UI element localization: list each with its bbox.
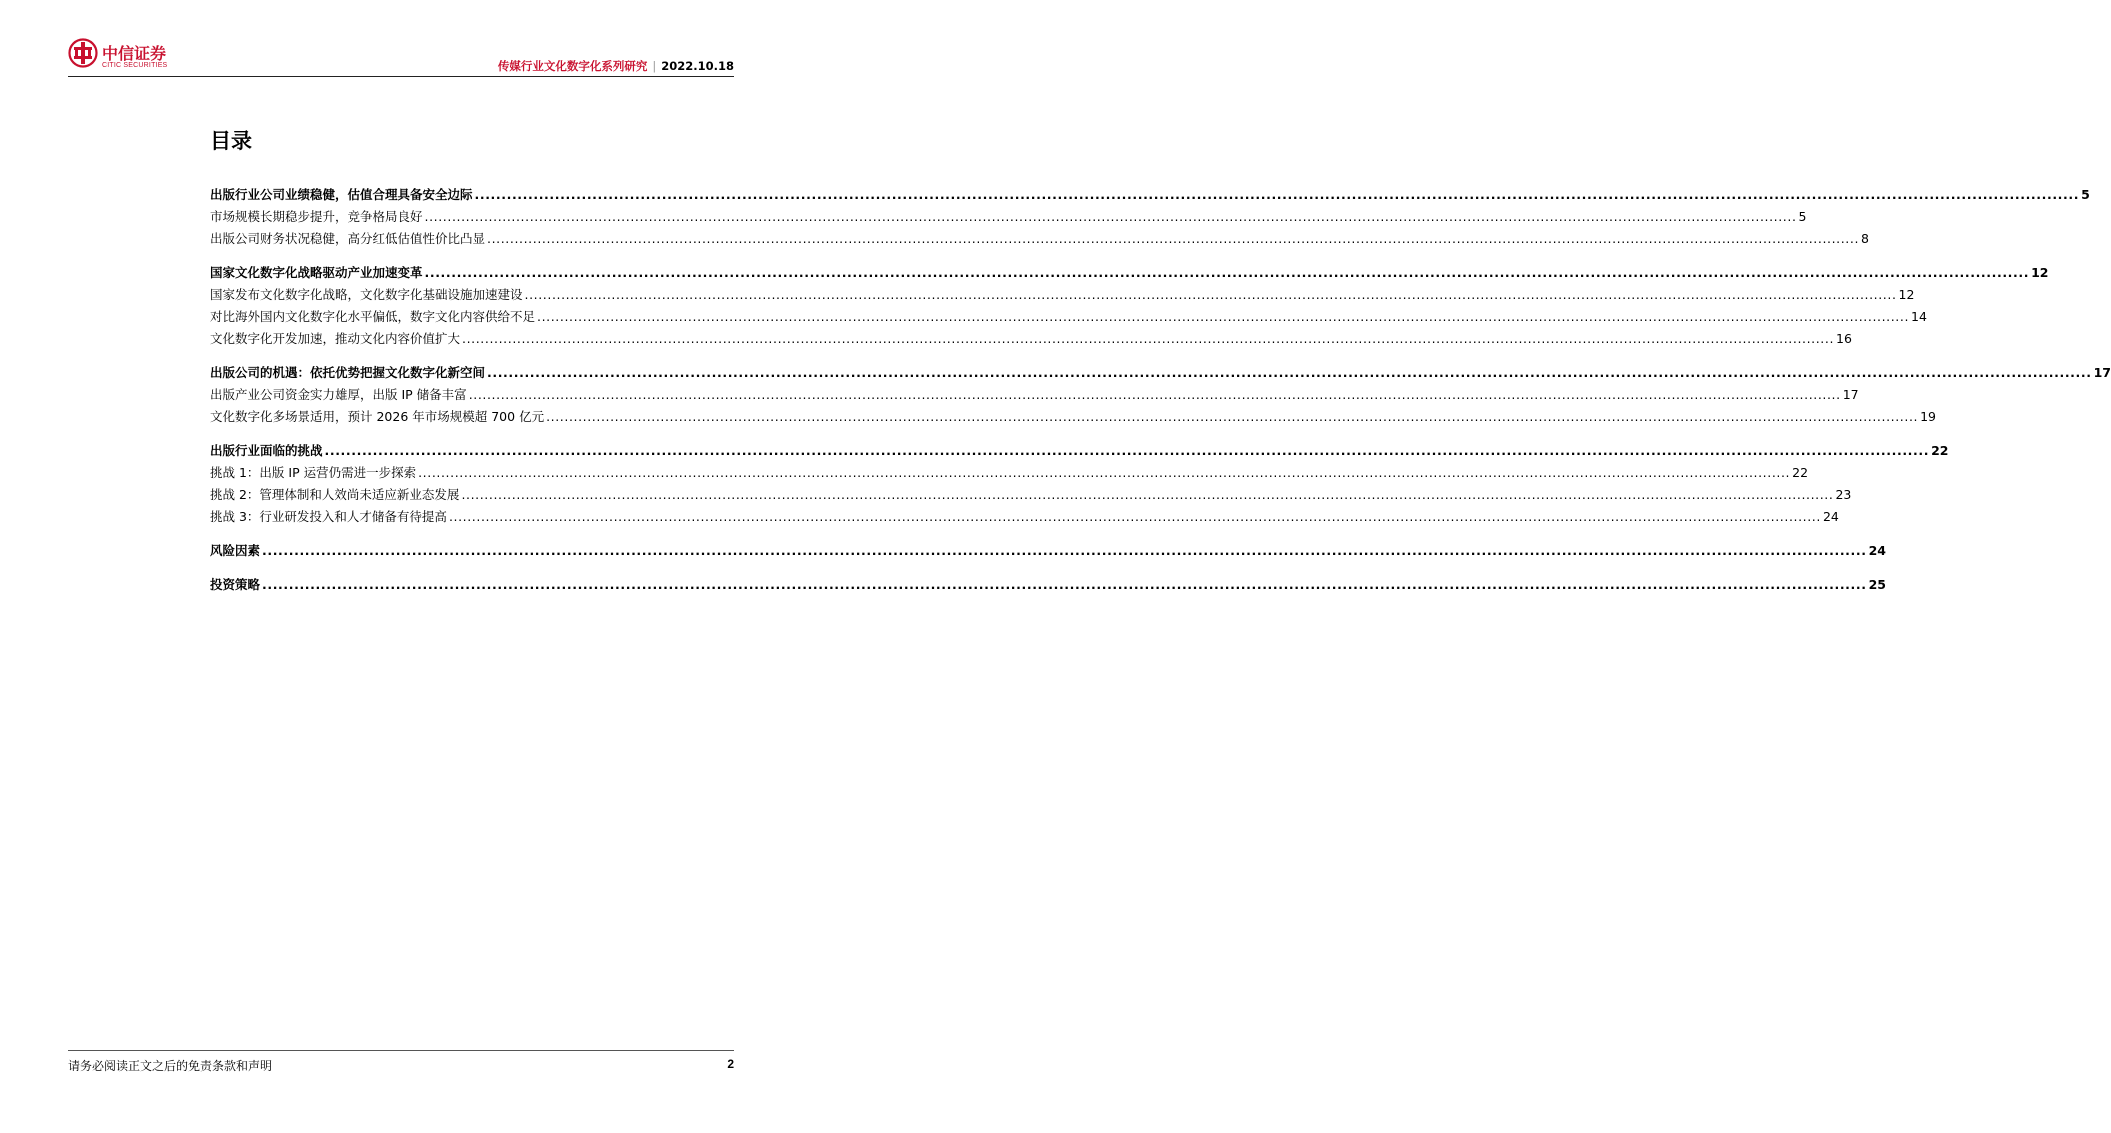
toc-leader-dots: ............................................................................................................................................................................................................................................................................................................ [418,465,1791,480]
toc-entry-title: 风险因素 [210,543,261,558]
toc-leader-dots: ............................................................................................................................................................................................................................................................................................................ [262,577,1867,592]
toc-leader-dots: ............................................................................................................................................................................................................................................................................................................ [424,209,1797,224]
toc-entry-page: 22 [1931,443,1949,458]
toc-leader-dots: ............................................................................................................................................................................................................................................................................................................ [524,287,1897,302]
toc-leader-dots: ............................................................................................................................................................................................................................................................................................................ [424,265,2030,280]
toc-entry-title: 国家发布文化数字化战略，文化数字化基础设施加速建设 [210,287,523,302]
toc-entry-title: 出版行业面临的挑战 [210,443,323,458]
toc-item[interactable] [210,285,1915,307]
toc-entry-page: 25 [1868,577,1886,592]
report-title: 传媒行业文化数字化系列研究 [497,59,648,73]
toc-section[interactable] [210,185,2090,207]
toc-entry-page: 14 [1911,309,1927,324]
toc-entry-title: 市场规模长期稳步提升，竞争格局良好 [210,209,423,224]
toc-entry-title: 挑战 3：行业研发投入和人才储备有待提高 [210,509,447,524]
toc-item[interactable] [210,507,1839,529]
toc-spacer [210,251,735,263]
toc-leader-dots: ............................................................................................................................................................................................................................................................................................................ [462,331,1835,346]
header-report-info [498,58,734,74]
page-header [68,38,734,76]
toc-entry-page: 5 [1798,209,1807,224]
toc-leader-dots: ............................................................................................................................................................................................................................................................................................................ [487,365,2092,380]
footer-divider [68,1050,734,1051]
logo-text-en: CITIC SECURITIES [102,62,168,69]
toc-entry-title: 国家文化数字化战略驱动产业加速变革 [210,265,423,280]
toc-leader-dots: ............................................................................................................................................................................................................................................................................................................ [474,187,2080,202]
toc-leader-dots: ............................................................................................................................................................................................................................................................................................................ [468,387,1841,402]
toc-entry-page: 24 [1868,543,1886,558]
toc-entry-title: 挑战 1：出版 IP 运营仍需进一步探索 [210,465,417,480]
toc-section[interactable] [210,263,2049,285]
header-divider [68,76,734,77]
toc-entry-page: 23 [1835,487,1852,502]
toc-item[interactable] [210,229,1869,251]
toc-entry-page: 5 [2081,187,2090,202]
toc-item[interactable] [210,307,1927,329]
toc-leader-dots: ............................................................................................................................................................................................................................................................................................................ [324,443,1930,458]
toc-entry-page: 16 [1836,331,1852,346]
toc-entry-title: 对比海外国内文化数字化水平偏低，数字文化内容供给不足 [210,309,536,324]
toc-leader-dots: ............................................................................................................................................................................................................................................................................................................ [448,509,1821,524]
header-separator: | [652,59,657,73]
toc-entry-page: 17 [1842,387,1859,402]
logo-text-cn: 中信证券 [102,44,167,63]
toc-entry-title: 投资策略 [210,577,261,592]
toc-leader-dots: ............................................................................................................................................................................................................................................................................................................ [262,543,1867,558]
toc-spacer [210,351,735,363]
toc-item[interactable] [210,329,1852,351]
toc-entry-title: 出版产业公司资金实力雄厚，出版 IP 储备丰富 [210,387,467,402]
toc-entry-title: 文化数字化多场景适用，预计 2026 年市场规模超 700 亿元 [210,409,545,424]
toc-entry-title: 出版公司的机遇：依托优势把握文化数字化新空间 [210,365,486,380]
toc-item[interactable] [210,207,1807,229]
toc-spacer [210,529,735,541]
toc-spacer [210,563,735,575]
toc-item[interactable] [210,463,1809,485]
toc-section[interactable] [210,575,1886,597]
toc-section[interactable] [210,363,2111,385]
toc-entry-page: 12 [2031,265,2049,280]
page-title: 目录 [210,129,252,153]
toc-item[interactable] [210,385,1859,407]
toc-entry-page: 12 [1898,287,1915,302]
toc-entry-title: 出版公司财务状况稳健，高分红低估值性价比凸显 [210,231,486,246]
toc-entry-title: 文化数字化开发加速，推动文化内容价值扩大 [210,331,461,346]
report-date: 2022.10.18 [661,59,734,73]
toc-item[interactable] [210,407,1936,429]
footer-disclaimer: 请务必阅读正文之后的免责条款和声明 [68,1059,273,1073]
toc-section[interactable] [210,441,1949,463]
citic-logo-icon [68,38,98,68]
table-of-contents [210,185,2111,597]
toc-spacer [210,429,735,441]
toc-section[interactable] [210,541,1886,563]
page-number: 2 [727,1057,734,1071]
toc-leader-dots: ............................................................................................................................................................................................................................................................................................................ [487,231,1860,246]
toc-entry-page: 17 [2093,365,2111,380]
toc-entry-page: 8 [1861,231,1869,246]
toc-leader-dots: ............................................................................................................................................................................................................................................................................................................ [546,409,1919,424]
toc-entry-title: 挑战 2：管理体制和人效尚未适应新业态发展 [210,487,460,502]
toc-entry-page: 24 [1822,509,1839,524]
citic-logo [68,38,188,74]
toc-item[interactable] [210,485,1852,507]
toc-leader-dots: ............................................................................................................................................................................................................................................................................................................ [461,487,1834,502]
toc-leader-dots: ............................................................................................................................................................................................................................................................................................................ [537,309,1910,324]
toc-entry-page: 19 [1920,409,1936,424]
toc-entry-page: 22 [1792,465,1809,480]
toc-entry-title: 出版行业公司业绩稳健，估值合理具备安全边际 [210,187,473,202]
